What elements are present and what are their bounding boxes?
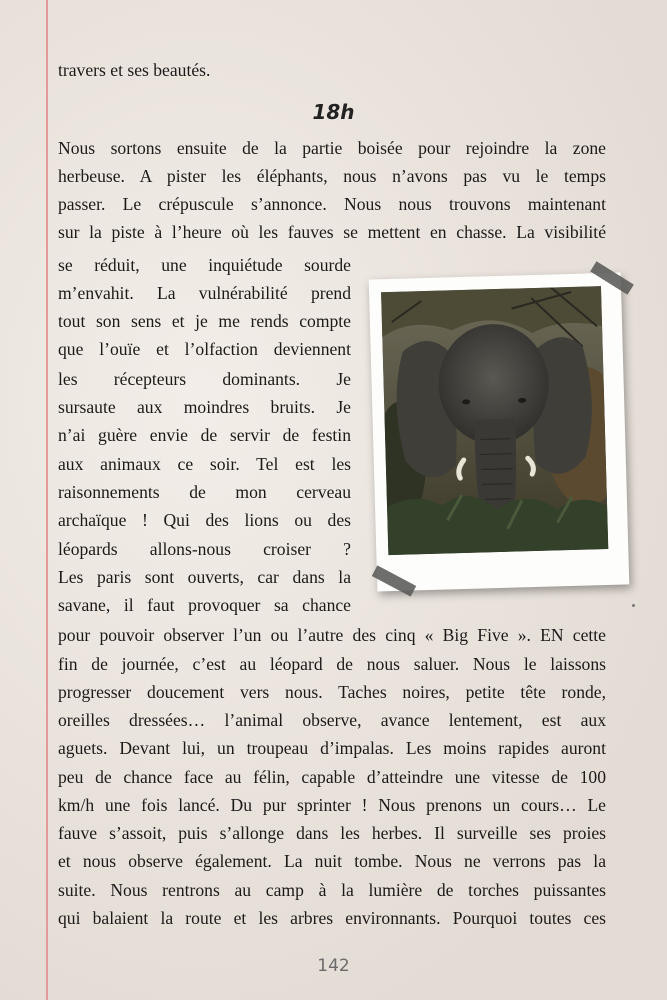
section-heading: 18h xyxy=(312,100,355,124)
text-line: n’ai guère envie de servir de festin xyxy=(58,425,351,445)
text-line: les récepteurs dominants. Je xyxy=(58,369,351,389)
text-line: sursaute aux moindres bruits. Je xyxy=(58,397,351,417)
text-line: que l’ouïe et l’olfaction deviennent xyxy=(58,339,351,359)
text-line: suite. Nous rentrons au camp à la lumière de torches puissantes xyxy=(58,880,606,900)
text-line: tout son sens et je me rends compte xyxy=(58,311,351,331)
text-line: aguets. Devant lui, un troupeau d’impalas. Les moins rapides auront xyxy=(58,738,606,758)
text-line: qui balaient la route et les arbres environnants. Pourquoi toutes ces xyxy=(58,908,606,928)
elephant-photo xyxy=(381,286,608,555)
text-line: se réduit, une inquiétude sourde xyxy=(58,255,351,275)
text-line: fin de journée, c’est au léopard de nous saluer. Nous le laissons xyxy=(58,654,606,674)
text-line: aux animaux ce soir. Tel est les xyxy=(58,454,351,474)
text-line: et nous observe également. La nuit tombe. Nous ne verrons pas la xyxy=(58,851,606,871)
text-line: herbeuse. A pister les éléphants, nous n’avons pas vu le temps xyxy=(58,166,606,186)
text-line: léopards allons-nous croiser ? xyxy=(58,539,351,559)
text-line: oreilles dressées… l’animal observe, avance lentement, est aux xyxy=(58,710,606,730)
text-line: sur la piste à l’heure où les fauves se mettent en chasse. La visibilité xyxy=(58,222,606,242)
text-line: pour pouvoir observer l’un ou l’autre des cinq « Big Five ». EN cette xyxy=(58,625,606,645)
margin-rule xyxy=(46,0,48,1000)
text-line: Nous sortons ensuite de la partie boisée pour rejoindre la zone xyxy=(58,138,606,158)
text-line: archaïque ! Qui des lions ou des xyxy=(58,510,351,530)
text-line: savane, il faut provoquer sa chance xyxy=(58,595,351,615)
text-line: fauve s’assoit, puis s’allonge dans les herbes. Il surveille ses proies xyxy=(58,823,606,843)
text-line: Les paris sont ouverts, car dans la xyxy=(58,567,351,587)
page-number: 142 xyxy=(317,956,350,976)
text-line: raisonnements de mon cerveau xyxy=(58,482,351,502)
paper-speck xyxy=(632,604,635,607)
text-line: km/h une fois lancé. Du pur sprinter ! Nous prenons un cours… Le xyxy=(58,795,606,815)
text-line: passer. Le crépuscule s’annonce. Nous nous trouvons maintenant xyxy=(58,194,606,214)
text-line: m’envahit. La vulnérabilité prend xyxy=(58,283,351,303)
polaroid-photo-frame xyxy=(369,273,630,592)
text-line: peu de chance face au félin, capable d’atteindre une vitesse de 100 xyxy=(58,767,606,787)
text-line: progresser doucement vers nous. Taches noires, petite tête ronde, xyxy=(58,682,606,702)
text-line: travers et ses beautés. xyxy=(58,60,211,80)
